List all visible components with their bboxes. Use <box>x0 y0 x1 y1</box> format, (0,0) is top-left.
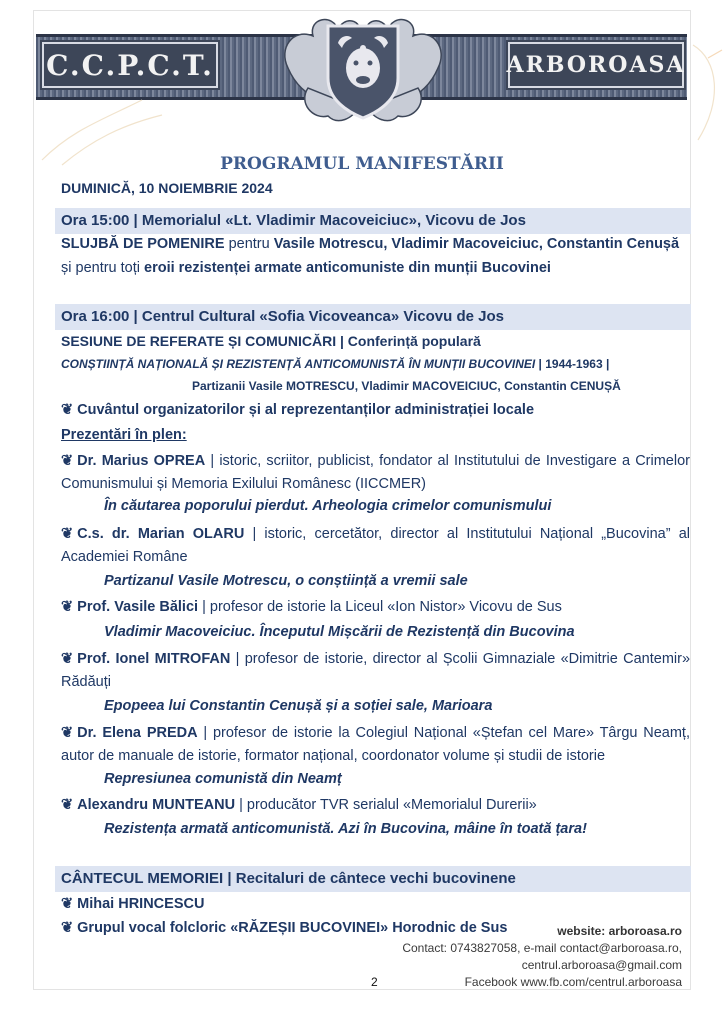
conference-years: | 1944-1963 | <box>535 357 610 371</box>
presenter-5 <box>61 722 690 768</box>
footer-website: website: arboroasa.ro <box>557 924 682 938</box>
presenter-3-name: Prof. Vasile Bălici <box>77 599 199 615</box>
performer-2 <box>61 920 507 936</box>
presenter-4 <box>61 648 690 694</box>
performer-2-name: Grupul vocal folcloric «RĂZEȘII BUCOVINEI» Horodnic de Sus <box>77 920 508 936</box>
banner-left-plate: C.C.P.C.T. <box>42 42 218 88</box>
presenter-2 <box>61 523 690 569</box>
fleuron-icon: ❦ <box>61 920 74 936</box>
fleuron-icon: ❦ <box>61 599 74 615</box>
footer-email: centrul.arboroasa@gmail.com <box>521 958 682 972</box>
footer-facebook: Facebook www.fb.com/centrul.arboroasa <box>464 975 682 989</box>
performer-1 <box>61 896 204 912</box>
organizers-line <box>61 402 534 418</box>
session-label: SESIUNE DE REFERATE ȘI COMUNICĂRI <box>61 333 337 349</box>
partisans-line: Partizanii Vasile MOTRESCU, Vladimir MACOVEICIUC, Constantin CENUȘĂ <box>192 379 621 393</box>
section-3-heading-bar <box>55 866 691 892</box>
fleuron-icon: ❦ <box>61 725 74 741</box>
presenter-2-name: C.s. dr. Marian OLARU <box>77 526 245 542</box>
presenter-1-desc: | istoric, scriitor, publicist, fondator al Institutului de Investigare a Crimelor Comunismului și Memoria Exilului Românesc (IICCMER) <box>61 453 690 492</box>
memorial-names: Vasile Motrescu, Vladimir Macoveiciuc, Constantin Cenușă <box>273 236 680 252</box>
session-type: | Conferință populară <box>336 333 481 349</box>
presenter-1 <box>61 450 690 496</box>
page-number: 2 <box>371 975 378 989</box>
presenter-1-name: Dr. Marius OPREA <box>77 453 206 469</box>
presenter-3-title: Vladimir Macoveiciuc. Începutul Mișcării de Rezistență din Bucovina <box>104 624 575 640</box>
memorial-service-label: SLUJBĂ DE POMENIRE <box>61 236 225 252</box>
section-2-heading-bar <box>55 304 691 330</box>
presenter-5-desc: | profesor de istorie la Colegiul Național «Ștefan cel Mare» Târgu Neamț, autor de manuale de istorie, formator național, coordonator volume și studii de istorie <box>61 725 690 764</box>
presenter-2-title: Partizanul Vasile Motrescu, o conștiință a vremii sale <box>104 573 468 589</box>
footer-contact: Contact: 0743827058, e-mail contact@arboroasa.ro, <box>402 941 682 955</box>
page-title: PROGRAMUL MANIFESTĂRII <box>220 154 504 174</box>
section-1-heading-bar <box>55 208 691 234</box>
performer-1-name: Mihai HRINCESCU <box>77 896 205 912</box>
aurochs-crest-icon <box>268 8 458 126</box>
event-date: DUMINICĂ, 10 NOIEMBRIE 2024 <box>61 180 273 196</box>
presenter-3-desc: | profesor de istorie la Liceul «Ion Nistor» Vicovu de Sus <box>198 599 562 615</box>
presenter-4-name: Prof. Ionel MITROFAN <box>77 651 231 667</box>
banner-right-plate: ARBOROASA <box>508 42 684 88</box>
fleuron-icon: ❦ <box>61 896 74 912</box>
memorial-text-2: și pentru toți <box>61 260 145 276</box>
presenter-4-title: Epopeea lui Constantin Cenușă și a soției sale, Marioara <box>104 698 493 714</box>
fleuron-icon: ❦ <box>61 797 74 813</box>
presenter-2-desc: | istoric, cercetător, director al Institutului Național „Bucovina” al Academiei Române <box>61 526 690 565</box>
presenter-6-desc: | producător TVR serialul «Memorialul Durerii» <box>235 797 537 813</box>
fleuron-icon: ❦ <box>61 526 74 542</box>
presenter-1-title: În căutarea poporului pierdut. Arheologia crimelor comunismului <box>104 498 552 514</box>
fleuron-icon: ❦ <box>61 453 74 469</box>
memorial-line-1 <box>61 236 679 252</box>
conference-theme <box>61 357 609 371</box>
presenter-6-title: Rezistența armată anticomunistă. Azi în Bucovina, mâine în toată țara! <box>104 821 587 837</box>
plenary-heading: Prezentări în plen: <box>61 427 187 443</box>
organizers-text: Cuvântul organizatorilor și al reprezentanților administrației locale <box>77 402 535 418</box>
section-1-heading: Ora 15:00 | Memorialul «Lt. Vladimir Macoveiciuc», Vicovu de Jos <box>61 212 526 229</box>
fleuron-icon: ❦ <box>61 402 74 418</box>
presenter-5-title: Represiunea comunistă din Neamț <box>104 771 342 787</box>
memorial-heroes: eroii rezistenței armate anticomuniste din munții Bucovinei <box>144 260 551 276</box>
presenter-3 <box>61 599 562 615</box>
section-2-heading: Ora 16:00 | Centrul Cultural «Sofia Vicoveanca» Vicovu de Jos <box>61 308 504 325</box>
presenter-6 <box>61 797 537 813</box>
header-banner <box>36 20 687 108</box>
memorial-line-2 <box>61 260 551 276</box>
session-line <box>61 333 481 349</box>
memorial-text: pentru <box>224 236 274 252</box>
corner-ornament-icon <box>688 40 724 150</box>
presenter-4-desc: | profesor de istorie, director al Școlii Gimnaziale «Dimitrie Cantemir» Rădăuți <box>61 651 691 690</box>
conference-theme-text: CONȘTIINȚĂ NAȚIONALĂ ȘI REZISTENȚĂ ANTICOMUNISTĂ ÎN MUNȚII BUCOVINEI <box>61 357 536 371</box>
presenter-6-name: Alexandru MUNTEANU <box>77 797 236 813</box>
fleuron-icon: ❦ <box>61 651 74 667</box>
section-3-heading: CÂNTECUL MEMORIEI | Recitaluri de cântece vechi bucovinene <box>61 870 516 887</box>
presenter-5-name: Dr. Elena PREDA <box>77 725 198 741</box>
